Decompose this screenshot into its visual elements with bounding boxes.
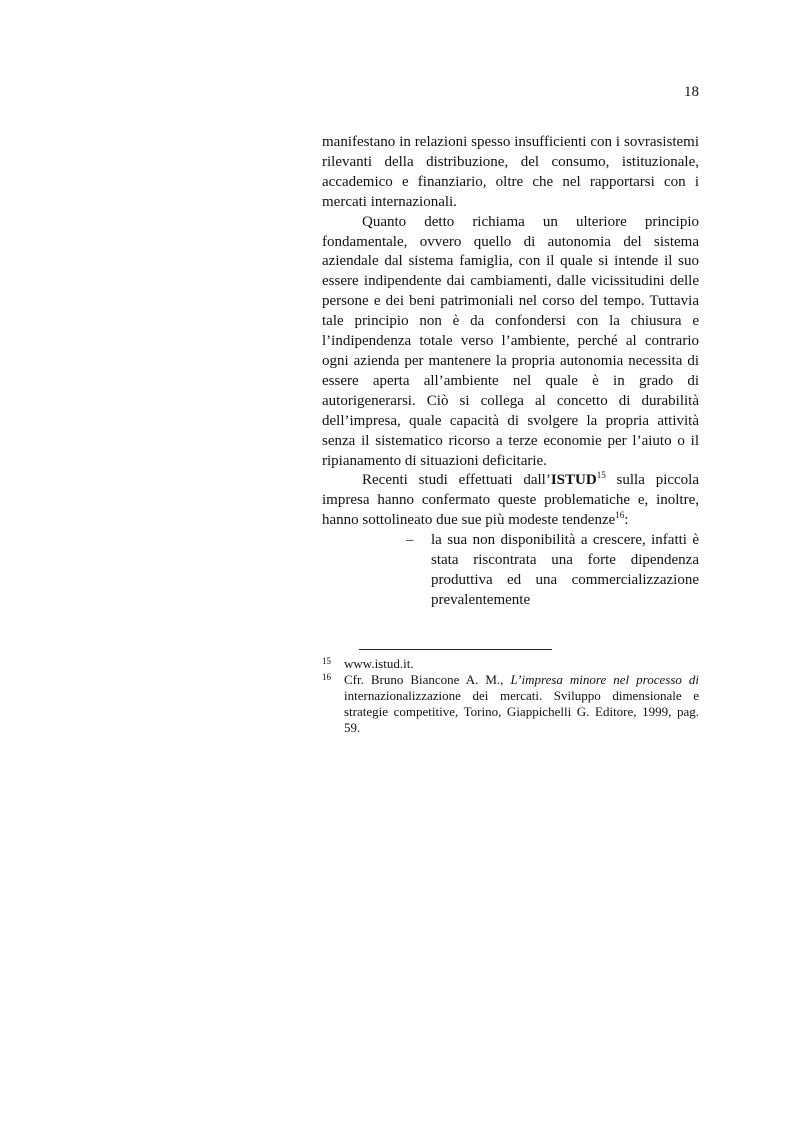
paragraph-3 bbox=[322, 471, 699, 531]
footnote-ref-15[interactable]: 15 bbox=[596, 470, 606, 481]
footnotes bbox=[322, 656, 699, 736]
footnote-text-rest: internazionalizzazione dei mercati. Sviluppo dimensionale e strategie competitive, Torino, Giappichelli G. Editore, 1999, pag. 59. bbox=[344, 688, 699, 735]
footnote-separator bbox=[359, 649, 552, 650]
paragraph-3-text-middle: sulla piccola impresa hanno confermato queste problematiche e, inoltre, hanno sottolineato due sue più modeste tendenze bbox=[322, 472, 700, 529]
footnote-15 bbox=[322, 656, 699, 672]
paragraph-3-text-after: : bbox=[624, 512, 629, 529]
bullet-item bbox=[406, 531, 699, 611]
body-text bbox=[322, 133, 699, 611]
paragraph-3-text-before: Recenti studi effettuati dall’ bbox=[362, 472, 551, 489]
paragraph-2: Quanto detto richiama un ulteriore principio fondamentale, ovvero quello di autonomia del sistema aziendale dal sistema famiglia, con il quale si intende il suo essere indipendente dai cambiamenti, dalle vicissitudini delle persone e dei beni patrimoniali nel corso del tempo. Tuttavia tale principio non è da confondersi con la chiusura e l’indipendenza totale verso l’ambiente, perché al contrario ogni azienda per mantenere la propria autonomia necessita di essere aperta all’ambiente nel quale è in grado di autorigenerarsi. Ciò si collega al concetto di durabilità dell’impresa, quale capacità di svolgere la propria attività senza il sistematico ricorso a terze economie per l’aiuto o il ripianamento di situazioni deficitarie. bbox=[322, 213, 699, 469]
footnote-number: 16 bbox=[322, 672, 331, 682]
footnote-text: www.istud.it. bbox=[344, 656, 414, 671]
footnote-number: 15 bbox=[322, 656, 331, 666]
footnote-ref-16[interactable]: 16 bbox=[615, 510, 625, 521]
bullet-text: la sua non disponibilità a crescere, infatti è stata riscontrata una forte dipendenza produttiva ed una commercializzazione prevalentemente bbox=[431, 532, 699, 608]
istud-name: ISTUD bbox=[550, 472, 597, 489]
paragraph-1: manifestano in relazioni spesso insufficienti con i sovrasistemi rilevanti della distribuzione, del consumo, istituzionale, accademico e finanziario, oltre che nel rapportarsi con i mercati internazionali. bbox=[322, 134, 699, 210]
page-number: 18 bbox=[684, 84, 699, 100]
dash-bullet-icon: – bbox=[406, 532, 414, 549]
footnote-text-prefix: Cfr. Bruno Biancone A. M., bbox=[344, 672, 511, 687]
footnote-book-title: L’impresa minore nel processo di bbox=[510, 672, 699, 687]
footnote-16 bbox=[322, 672, 699, 736]
